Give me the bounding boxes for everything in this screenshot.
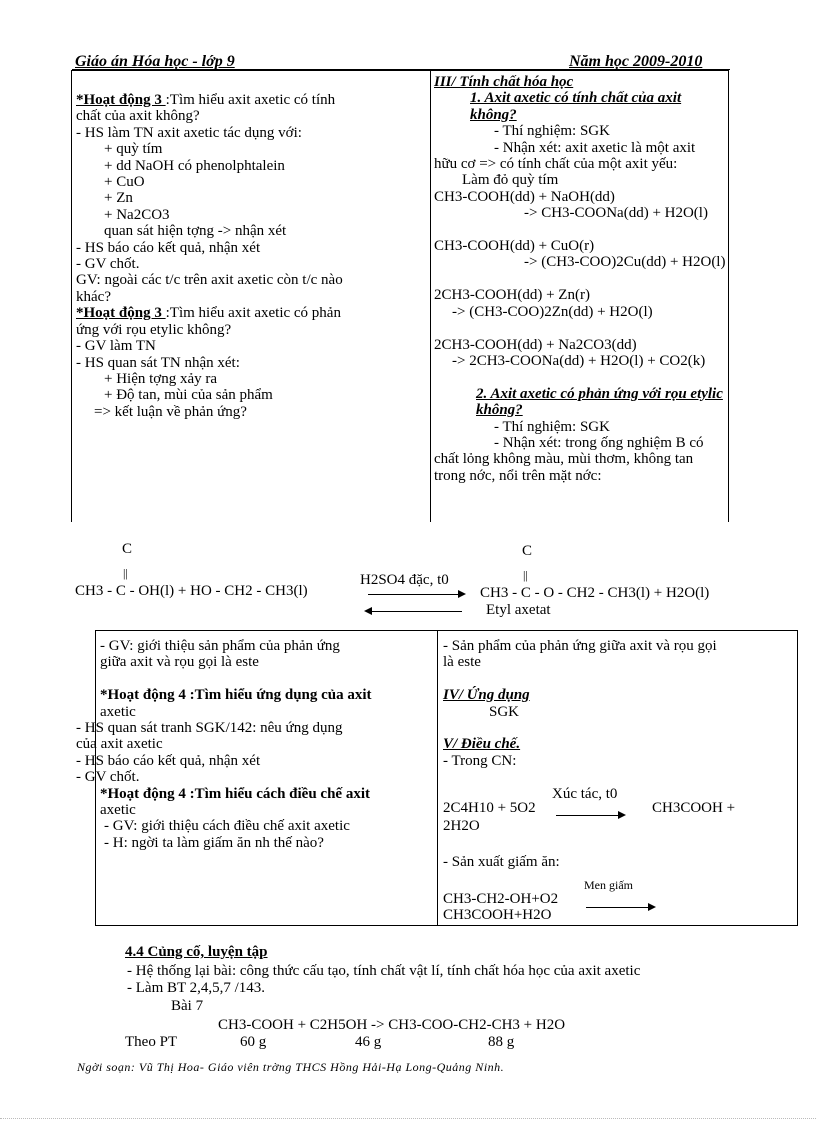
text-line xyxy=(76,671,434,687)
consolidate-line-1: - Hệ thống lại bài: công thức cấu tạo, tính chất vật lí, tính chất hóa học của axit axetic xyxy=(127,963,641,979)
text-line xyxy=(443,720,795,736)
text-line: + Na2CO3 xyxy=(104,206,170,223)
text-line: trong nớc, nổi trên mặt nớc: xyxy=(434,467,602,484)
eq-double-bond-right: || xyxy=(523,568,528,582)
text-line: GV: ngoài các t/c trên axit axetic còn t/c nào xyxy=(76,272,343,289)
text-line: + Hiện tợng xảy ra xyxy=(104,370,218,387)
theo-pt-label: Theo PT xyxy=(125,1034,178,1050)
activity-3a: *Hoạt động 3 :Tìm hiểu axit axetic có tính xyxy=(76,92,336,108)
top-right-column xyxy=(434,74,726,484)
eq-c-left: C xyxy=(122,541,133,557)
text-line: - GV chốt. xyxy=(76,256,140,273)
eq2-products: CH3COOH+H2O xyxy=(443,907,552,923)
section-heading-preparation: V/ Điều chế. xyxy=(443,736,521,753)
arrowhead-right-icon xyxy=(648,903,656,911)
eq1-condition: Xúc tác, t0 xyxy=(552,786,618,802)
equation-line: CH3-COOH(dd) + NaOH(dd) xyxy=(434,188,615,205)
exercise-equation: CH3-COOH + C2H5OH -> CH3-COO-CH2-CH3 + H2O xyxy=(218,1017,566,1033)
page-bottom-rule xyxy=(0,1118,816,1119)
text-line: axetic xyxy=(100,703,136,720)
text-line: giữa axit và rọu gọi là este xyxy=(100,654,259,671)
arrowhead-right-icon xyxy=(458,590,466,598)
equation-line: CH3-COOH(dd) + CuO(r) xyxy=(434,238,595,255)
bottom-table-divider xyxy=(437,630,438,926)
mass-acetic: 60 g xyxy=(240,1034,267,1050)
text-line: + CuO xyxy=(104,174,145,191)
text-line xyxy=(434,222,726,238)
text-line: axetic xyxy=(100,802,136,819)
arrowhead-left-icon xyxy=(364,607,372,615)
exercise-label: Bài 7 xyxy=(171,998,204,1014)
text-line: + dd NaOH có phenolphtalein xyxy=(104,157,285,174)
eq-reactants: CH3 - C - OH(l) + HO - CH2 - CH3(l) xyxy=(75,583,308,599)
eq-arrow-forward xyxy=(368,594,462,595)
header-left: Giáo án Hóa học - lớp 9 xyxy=(75,53,235,70)
text-line: - Thí nghiệm: SGK xyxy=(494,418,610,435)
text-line: - Sản phẩm của phản ứng giữa axit và rọu gọi xyxy=(443,638,717,654)
text-line: - GV làm TN xyxy=(76,338,156,355)
eq1-reactants: 2C4H10 + 5O2 xyxy=(443,800,536,816)
text-line: + Zn xyxy=(104,190,133,207)
text-line: - HS báo cáo kết quả, nhận xét xyxy=(76,239,261,256)
top-left-column xyxy=(76,92,426,420)
eq-arrow-back xyxy=(368,611,462,612)
text-line xyxy=(434,320,726,336)
text-line: => kết luận về phản ứng? xyxy=(94,403,247,420)
header-right: Năm học 2009-2010 xyxy=(569,53,703,70)
activity-3b: *Hoạt động 3 :Tìm hiểu axit axetic có phản xyxy=(76,305,341,322)
text-line: - HS quan sát TN nhận xét: xyxy=(76,354,240,371)
equation-line: 2CH3-COOH(dd) + Zn(r) xyxy=(434,287,590,304)
text-line: - Trong CN: xyxy=(443,752,517,769)
text-line: - H: ngời ta làm giấm ăn nh thế nào? xyxy=(104,834,324,851)
text-line: khác? xyxy=(76,288,111,305)
equation-line: 2CH3-COOH(dd) + Na2CO3(dd) xyxy=(434,336,637,353)
text-line: + Độ tan, mùi của sản phẩm xyxy=(104,387,273,404)
section-heading-applications: IV/ Ứng dụng xyxy=(443,687,530,704)
mass-ester: 88 g xyxy=(488,1034,515,1050)
text-line: hữu cơ => có tính chất của một axit yếu: xyxy=(434,156,678,173)
text-line: chất lỏng không màu, mùi thơm, không tan xyxy=(434,451,694,468)
text-line xyxy=(434,271,726,287)
consolidate-line-2: - Làm BT 2,4,5,7 /143. xyxy=(127,980,266,996)
text-line xyxy=(443,671,795,687)
subheading-esterification: 2. Axit axetic có phản ứng với rọu etylic không? xyxy=(476,385,723,419)
eq-double-bond-left: || xyxy=(123,566,128,580)
text-line: - GV: giới thiệu cách điều chế axit axetic xyxy=(104,818,350,835)
text-line: của axit axetic xyxy=(76,736,163,753)
text-line: ứng với rọu etylic không? xyxy=(76,321,232,338)
equation-line: -> CH3-COONa(dd) + H2O(l) xyxy=(524,205,708,222)
eq-product-name: Etyl axetat xyxy=(486,602,551,618)
bottom-right-column xyxy=(443,638,795,769)
equation-line: -> (CH3-COO)2Cu(dd) + H2O(l) xyxy=(524,254,726,271)
text-line: - Nhận xét: trong ống nghiệm B có xyxy=(494,434,704,451)
eq2-reactants: CH3-CH2-OH+O2 xyxy=(443,891,559,907)
top-table-divider xyxy=(430,70,431,522)
eq1-arrow xyxy=(556,815,620,816)
eq-c-right: C xyxy=(522,543,533,559)
eq-condition: H2SO4 đặc, t0 xyxy=(360,572,449,588)
eq2-condition: Men giấm xyxy=(584,878,633,892)
equation-line: -> 2CH3-COONa(dd) + H2O(l) + CO2(k) xyxy=(452,352,706,369)
text-line: chất của axit không? xyxy=(76,108,200,125)
consolidate-heading: 4.4 Củng cố, luyện tập xyxy=(125,944,268,960)
text-line: là este xyxy=(443,654,481,671)
activity-4a: *Hoạt động 4 :Tìm hiểu ứng dụng của axit xyxy=(100,687,372,704)
activity-4b: *Hoạt động 4 :Tìm hiểu cách điều chế axit xyxy=(100,785,371,802)
text-line: - HS báo cáo kết quả, nhận xét xyxy=(76,752,261,769)
text-line: + quỳ tím xyxy=(104,141,163,158)
text-line xyxy=(434,369,726,385)
text-line: - HS quan sát tranh SGK/142: nêu ứng dụng xyxy=(76,720,343,737)
eq1-product-cont: 2H2O xyxy=(443,818,480,834)
text-line: - Thí nghiệm: SGK xyxy=(494,123,610,140)
eq-products: CH3 - C - O - CH2 - CH3(l) + H2O(l) xyxy=(480,585,710,601)
eq2-arrow xyxy=(586,907,650,908)
bottom-left-column xyxy=(76,638,434,851)
text-line: - GV chốt. xyxy=(76,769,140,786)
text-line: - Nhận xét: axit axetic là một axit xyxy=(494,139,696,156)
subheading-acid-properties: 1. Axit axetic có tính chất của axit không? xyxy=(470,90,682,123)
arrowhead-right-icon xyxy=(618,811,626,819)
vinegar-heading: - Sản xuất giấm ăn: xyxy=(443,854,560,870)
text-line: quan sát hiện tợng -> nhận xét xyxy=(104,223,287,240)
text-line: - HS làm TN axit axetic tác dụng với: xyxy=(76,124,302,141)
mass-ethanol: 46 g xyxy=(355,1034,382,1050)
section-heading-chemical-properties: III/ Tính chất hóa học xyxy=(434,74,574,90)
equation-line: -> (CH3-COO)2Zn(dd) + H2O(l) xyxy=(452,303,653,320)
author-footer: Ngời soạn: Vũ Thị Hoa- Giáo viên trờng THCS Hồng Hải-Hạ Long-Quảng Ninh. xyxy=(77,1060,505,1074)
text-line: - GV: giới thiệu sản phẩm của phản ứng xyxy=(100,638,340,654)
eq1-product: CH3COOH + xyxy=(652,800,736,816)
text-line: Làm đỏ quỳ tím xyxy=(462,172,559,189)
text-line: SGK xyxy=(489,703,520,720)
